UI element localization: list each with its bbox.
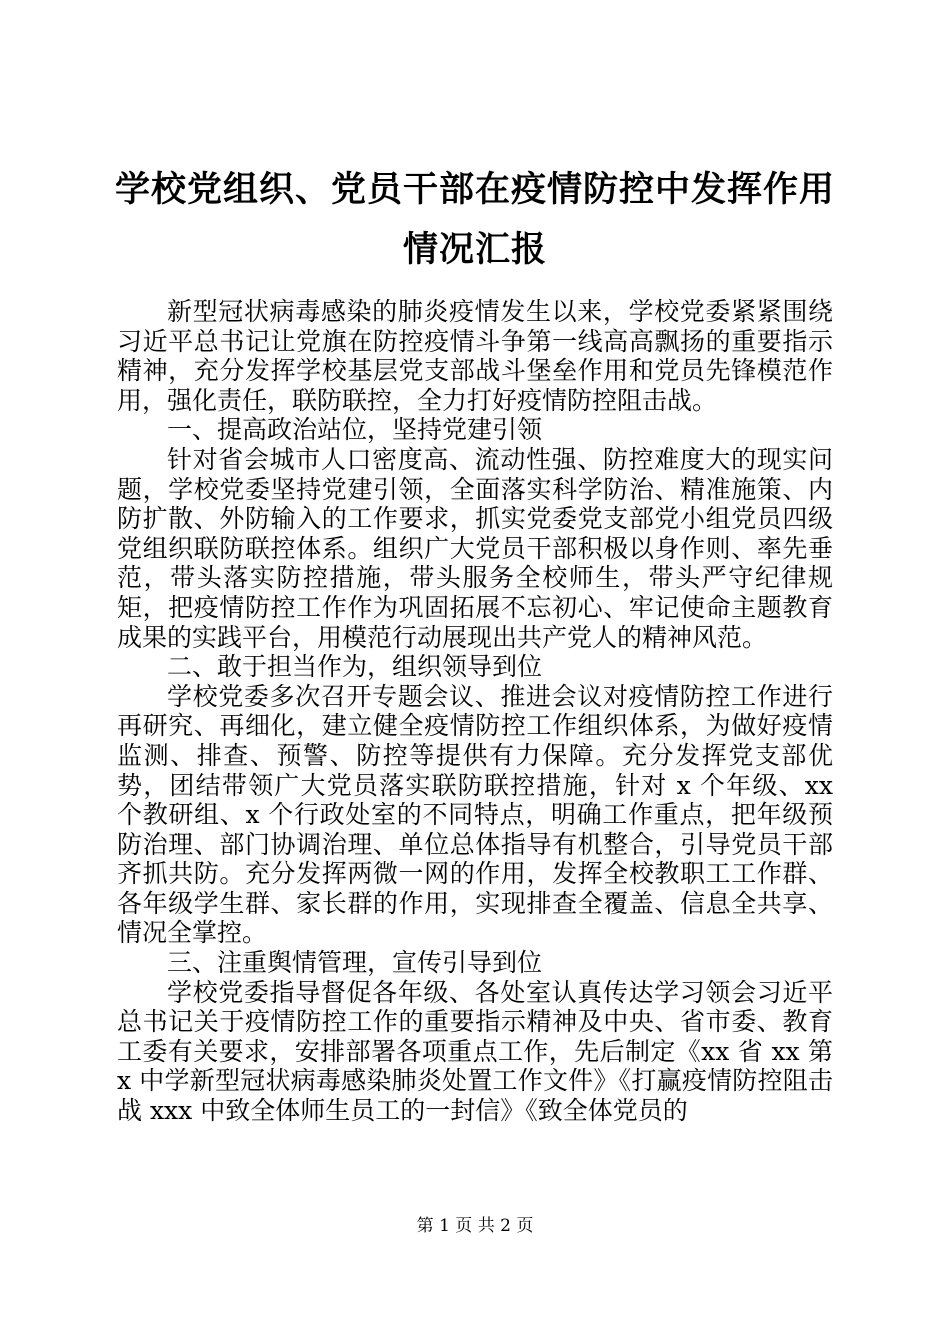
section-2-heading: 二、敢于担当作为，组织领导到位: [167, 652, 543, 682]
section-3-paragraph: 学校党委指导督促各年级、各处室认真传达学习领会习近平总书记关于疫情防控工作的重要指示精神及中央、省市委、教育工委有关要求，安排部署各项重点工作，先后制定《xx 省 xx 第 x 中学新型冠状病毒感染肺炎处置工作文件》《打赢疫情防控阻击战 xxx 中致全体师生员工的一封信》《致全体党员的: [117, 977, 833, 1126]
page-footer: 第 1 页 共 2 页: [416, 1216, 534, 1236]
section-2-paragraph: 学校党委多次召开专题会议、推进会议对疫情防控工作进行再研究、再细化，建立健全疫情防控工作组织体系，为做好疫情监测、排查、预警、防控等提供有力保障。充分发挥党支部优势，团结带领广大党员落实联防联控措施，针对 x 个年级、xx 个教研组、x 个行政处室的不同特点，明确工作重点，把年级预防治理、部门协调治理、单位总体指导有机整合，引导党员干部齐抓共防。充分发挥两微一网的作用，发挥全校教职工工作群、各年级学生群、家长群的作用，实现排查全覆盖、信息全共享、情况全掌控。: [117, 681, 833, 948]
section-1-paragraph: 针对省会城市人口密度高、流动性强、防控难度大的现实问题，学校党委坚持党建引领，全面落实科学防治、精准施策、内防扩散、外防输入的工作要求，抓实党委党支部党小组党员四级党组织联防联控体系。组织广大党员干部积极以身作则、率先垂范，带头落实防控措施，带头服务全校师生，带头严守纪律规矩，把疫情防控工作作为巩固拓展不忘初心、牢记使命主题教育成果的实践平台，用模范行动展现出共产党人的精神风范。: [117, 444, 833, 652]
document-body: [117, 297, 833, 1126]
section-1-heading: 一、提高政治站位，坚持党建引领: [167, 415, 543, 445]
document-title: [0, 160, 950, 280]
intro-paragraph: 新型冠状病毒感染的肺炎疫情发生以来，学校党委紧紧围绕习近平总书记让党旗在防控疫情斗争第一线高高飘扬的重要指示精神，充分发挥学校基层党支部战斗堡垒作用和党员先锋模范作用，强化责任，联防联控，全力打好疫情防控阻击战。: [117, 297, 833, 415]
title-line-2: 情况汇报: [402, 230, 547, 270]
section-3-heading: 三、注重舆情管理，宣传引导到位: [167, 948, 543, 978]
title-line-1: 学校党组织、党员干部在疫情防控中发挥作用: [114, 170, 835, 210]
